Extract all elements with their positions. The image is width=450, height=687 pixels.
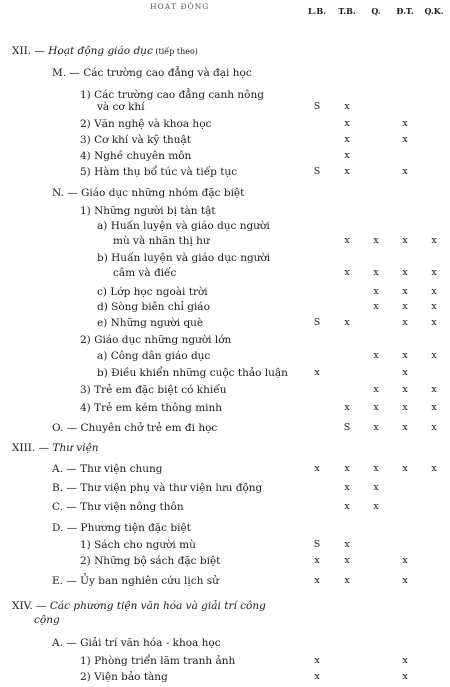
row-label [80, 401, 222, 415]
table-row [0, 165, 450, 182]
table-row [0, 401, 450, 418]
mark-tb: x [344, 539, 350, 550]
mark-qk: x [431, 422, 437, 433]
row-label [52, 574, 219, 588]
row-label-text: 1) Sách cho người mù [80, 539, 196, 551]
mark-dt: x [402, 655, 408, 666]
row-label-text: b) Huấn luyện và giáo dục người [97, 252, 271, 264]
mark-q: x [373, 501, 379, 512]
mark-lb: x [314, 367, 320, 378]
mark-lb: S [313, 101, 321, 112]
mark-q: x [373, 286, 379, 297]
mark-dt: x [402, 166, 408, 177]
row-label [80, 165, 237, 179]
table-row [0, 349, 450, 366]
mark-dt: x [402, 555, 408, 566]
row-label-text: B. — Thư viện phụ và thư viện lưu động [52, 482, 263, 494]
table-row [0, 316, 450, 333]
column-header-tb: T.B. [338, 6, 356, 16]
table-row [0, 44, 450, 61]
table-row [0, 186, 450, 203]
table-row [0, 117, 450, 134]
row-label [80, 204, 216, 218]
mark-dt: x [402, 286, 408, 297]
mark-q: x [373, 482, 379, 493]
row-label-text: c) Lớp học ngoài trời [97, 286, 208, 298]
row-label [113, 266, 176, 280]
column-header-qk: Q.K. [424, 6, 444, 16]
mark-dt: x [402, 301, 408, 312]
mark-dt: x [402, 317, 408, 328]
mark-q: x [373, 402, 379, 413]
row-label [97, 100, 145, 114]
row-label [52, 636, 221, 650]
mark-dt: x [402, 350, 408, 361]
mark-qk: x [431, 286, 437, 297]
row-label-text: a) Huấn luyện và giáo dục người [97, 220, 270, 232]
row-label [12, 599, 266, 613]
row-label-text: M. — Các trường cao đẳng và đại học [52, 67, 252, 79]
row-label-text: 3) Cơ khí và kỹ thuật [80, 134, 192, 146]
row-label [97, 251, 270, 265]
table-row [0, 521, 450, 538]
mark-dt: x [402, 235, 408, 246]
row-label [34, 613, 60, 627]
row-label [97, 366, 288, 380]
row-label [52, 521, 191, 535]
row-label [80, 149, 191, 163]
mark-lb: x [314, 555, 320, 566]
mark-tb: x [344, 118, 350, 129]
mark-lb: x [314, 671, 320, 682]
mark-tb: x [344, 482, 350, 493]
table-row [0, 481, 450, 498]
row-label-text: 2) Những bộ sách đặc biệt [80, 555, 221, 567]
mark-dt: x [402, 422, 408, 433]
table-row [0, 383, 450, 400]
row-label-text: A. — Giải trí văn hóa - khoa học [52, 637, 221, 649]
mark-dt: x [402, 384, 408, 395]
row-label-text: 2) Văn nghệ và khoa học [80, 118, 212, 130]
row-label [52, 481, 262, 495]
mark-tb: x [344, 267, 350, 278]
row-label [52, 500, 184, 514]
table-row [0, 366, 450, 383]
mark-tb: x [344, 402, 350, 413]
mark-qk: x [431, 235, 437, 246]
mark-dt: x [402, 267, 408, 278]
row-label [52, 462, 162, 476]
row-label-text: D. — Phương tiện đặc biệt [52, 522, 191, 534]
table-row [0, 500, 450, 517]
mark-lb: x [314, 655, 320, 666]
row-label-text: 2) Viện bảo tàng [80, 671, 168, 683]
table-row [0, 574, 450, 591]
column-header-lb: L.B. [308, 6, 326, 16]
mark-tb: S [343, 422, 351, 433]
table-row [0, 554, 450, 571]
table-row [0, 636, 450, 653]
mark-dt: x [402, 402, 408, 413]
row-label-title: Hoạt động giáo dục [48, 45, 153, 57]
row-label [12, 44, 198, 59]
row-label [80, 333, 231, 347]
row-label-text: và cơ khí [97, 101, 145, 113]
row-label [97, 316, 203, 330]
mark-lb: x [314, 463, 320, 474]
column-header-q: Q. [371, 6, 381, 16]
mark-q: x [373, 463, 379, 474]
mark-tb: x [344, 555, 350, 566]
mark-qk: x [431, 463, 437, 474]
mark-tb: x [344, 235, 350, 246]
row-label-title: Các phương tiện văn hóa và giải trí công [49, 600, 266, 612]
mark-q: x [373, 350, 379, 361]
table-row [0, 149, 450, 166]
row-label-text: mù và nhãn thị hư [113, 235, 210, 247]
row-label [80, 670, 168, 684]
row-label-text: XIII. — [12, 442, 53, 454]
row-label-text: 1) Phòng triển lãm tranh ảnh [80, 655, 236, 667]
table-row [0, 654, 450, 671]
row-label-text: N. — Giáo dục những nhóm đặc biệt [52, 187, 245, 199]
table-row [0, 613, 450, 630]
row-label [12, 441, 99, 455]
row-label-text: b) Điều khiển những cuộc thảo luận [97, 367, 288, 379]
row-label [80, 383, 227, 397]
row-label-text: 4) Nghề chuyên môn [80, 150, 192, 162]
row-label [52, 186, 244, 200]
table-row [0, 421, 450, 438]
row-label-text: E. — Ủy ban nghiên cứu lịch sử [52, 575, 219, 587]
row-label [80, 133, 191, 147]
table-row [0, 441, 450, 458]
row-label [80, 538, 196, 552]
mark-lb: S [313, 166, 321, 177]
row-label-text: 1) Những người bị tàn tật [80, 205, 216, 217]
table-row [0, 100, 450, 117]
mark-lb: S [313, 317, 321, 328]
mark-tb: x [344, 501, 350, 512]
row-label-text: 4) Trẻ em kém thông minh [80, 402, 223, 414]
row-label [97, 285, 208, 299]
row-label [80, 554, 220, 568]
row-label [113, 234, 210, 248]
mark-dt: x [402, 134, 408, 145]
mark-qk: x [431, 317, 437, 328]
row-label-text: câm và điếc [113, 267, 177, 279]
mark-dt: x [402, 671, 408, 682]
mark-tb: x [344, 463, 350, 474]
mark-lb: x [314, 575, 320, 586]
mark-tb: x [344, 101, 350, 112]
row-label-text: O. — Chuyên chở trẻ em đi học [52, 422, 218, 434]
row-label-text: a) Công dân giáo dục [97, 350, 211, 362]
table-row [0, 670, 450, 687]
mark-q: x [373, 267, 379, 278]
mark-q: x [373, 422, 379, 433]
mark-qk: x [431, 267, 437, 278]
mark-tb: x [344, 317, 350, 328]
table-row [0, 462, 450, 479]
mark-qk: x [431, 350, 437, 361]
row-label [80, 654, 235, 668]
row-label-text: XIV. — [12, 600, 50, 612]
header-title: HOẠT ĐỘNG [150, 2, 210, 11]
table-row [0, 538, 450, 555]
mark-qk: x [431, 402, 437, 413]
table-row [0, 333, 450, 350]
row-label [97, 219, 270, 233]
mark-dt: x [402, 367, 408, 378]
row-label [52, 421, 217, 435]
row-label-text: 5) Hàm thụ bổ túc và tiếp tục [80, 166, 238, 178]
row-label-text: XII. — [12, 45, 49, 57]
row-label-text: e) Những người què [97, 317, 204, 329]
table-row [0, 300, 450, 317]
row-label-note: (tiếp theo) [152, 47, 198, 56]
row-label-title: Thư viện [52, 442, 99, 454]
row-label [97, 300, 210, 314]
mark-qk: x [431, 301, 437, 312]
mark-dt: x [402, 575, 408, 586]
mark-dt: x [402, 463, 408, 474]
mark-q: x [373, 235, 379, 246]
mark-lb: S [313, 539, 321, 550]
row-label-text: 3) Trẻ em đặc biệt có khiếu [80, 384, 227, 396]
mark-q: x [373, 384, 379, 395]
row-label [97, 349, 210, 363]
mark-tb: x [344, 150, 350, 161]
row-label-text: d) Sòng biên chỉ giáo [97, 301, 210, 313]
column-header-dt: Đ.T. [396, 6, 414, 16]
mark-tb: x [344, 166, 350, 177]
row-label [80, 117, 211, 131]
table-row [0, 234, 450, 251]
row-label-text: C. — Thư viện nông thôn [52, 501, 184, 513]
mark-dt: x [402, 118, 408, 129]
table-row [0, 266, 450, 283]
mark-q: x [373, 301, 379, 312]
row-label [52, 66, 252, 80]
table-row [0, 66, 450, 83]
row-label-text: 2) Giáo dục những người lớn [80, 334, 232, 346]
row-label-text: A. — Thư viện chung [52, 463, 163, 475]
mark-tb: x [344, 134, 350, 145]
mark-tb: x [344, 575, 350, 586]
row-label-text: 1) Các trường cao đẳng canh nông [80, 89, 264, 101]
table-row [0, 133, 450, 150]
mark-qk: x [431, 384, 437, 395]
row-label-title: cộng [34, 614, 60, 626]
